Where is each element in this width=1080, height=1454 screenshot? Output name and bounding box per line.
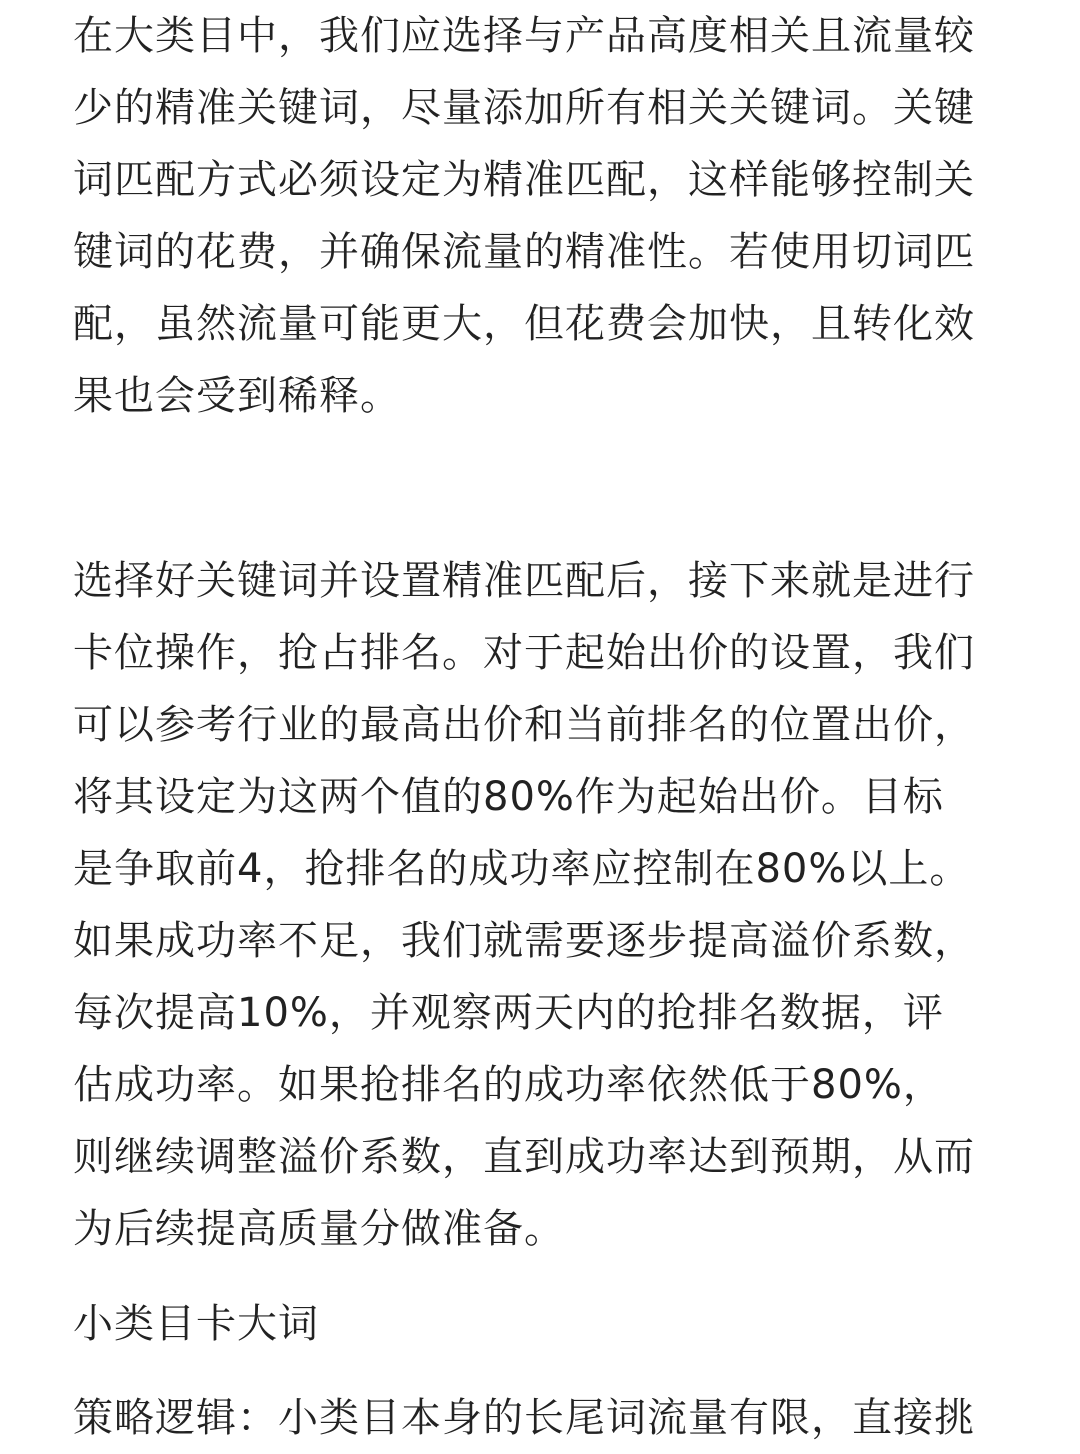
text-line: 可以参考行业的最高出价和当前排名的位置出价， bbox=[73, 702, 975, 748]
text-line: 选择好关键词并设置精准匹配后，接下来就是进行 bbox=[73, 558, 975, 604]
text-line: 如果成功率不足，我们就需要逐步提高溢价系数， bbox=[73, 918, 975, 964]
heading-text: 小类目卡大词 bbox=[73, 1301, 319, 1347]
text-line: 是争取前4，抢排名的成功率应控制在80%以上。 bbox=[73, 846, 971, 892]
text-line: 估成功率。如果抢排名的成功率依然低于80%， bbox=[73, 1062, 944, 1108]
text-line: 果也会受到稀释。 bbox=[73, 373, 401, 419]
text-line: 键词的花费，并确保流量的精准性。若使用切词匹 bbox=[73, 229, 975, 275]
text-line: 词匹配方式必须设定为精准匹配，这样能够控制关 bbox=[73, 157, 975, 203]
paragraph-strategy-logic bbox=[73, 1382, 1033, 1454]
paragraph-large-category-keywords bbox=[73, 0, 1033, 432]
text-line: 少的精准关键词，尽量添加所有相关关键词。关键 bbox=[73, 85, 975, 131]
text-line: 策略逻辑：小类目本身的长尾词流量有限，直接挑 bbox=[73, 1395, 975, 1441]
section-heading bbox=[73, 1288, 1033, 1360]
paragraph-bidding-strategy bbox=[73, 545, 1033, 1265]
text-line: 配，虽然流量可能更大，但花费会加快，且转化效 bbox=[73, 301, 975, 347]
text-line: 卡位操作，抢占排名。对于起始出价的设置，我们 bbox=[73, 630, 975, 676]
text-line: 每次提高10%，并观察两天内的抢排名数据，评 bbox=[73, 990, 944, 1036]
text-line: 为后续提高质量分做准备。 bbox=[73, 1206, 565, 1252]
text-line: 则继续调整溢价系数，直到成功率达到预期，从而 bbox=[73, 1134, 975, 1180]
text-line: 将其设定为这两个值的80%作为起始出价。目标 bbox=[73, 774, 944, 820]
text-line: 在大类目中，我们应选择与产品高度相关且流量较 bbox=[73, 13, 975, 59]
